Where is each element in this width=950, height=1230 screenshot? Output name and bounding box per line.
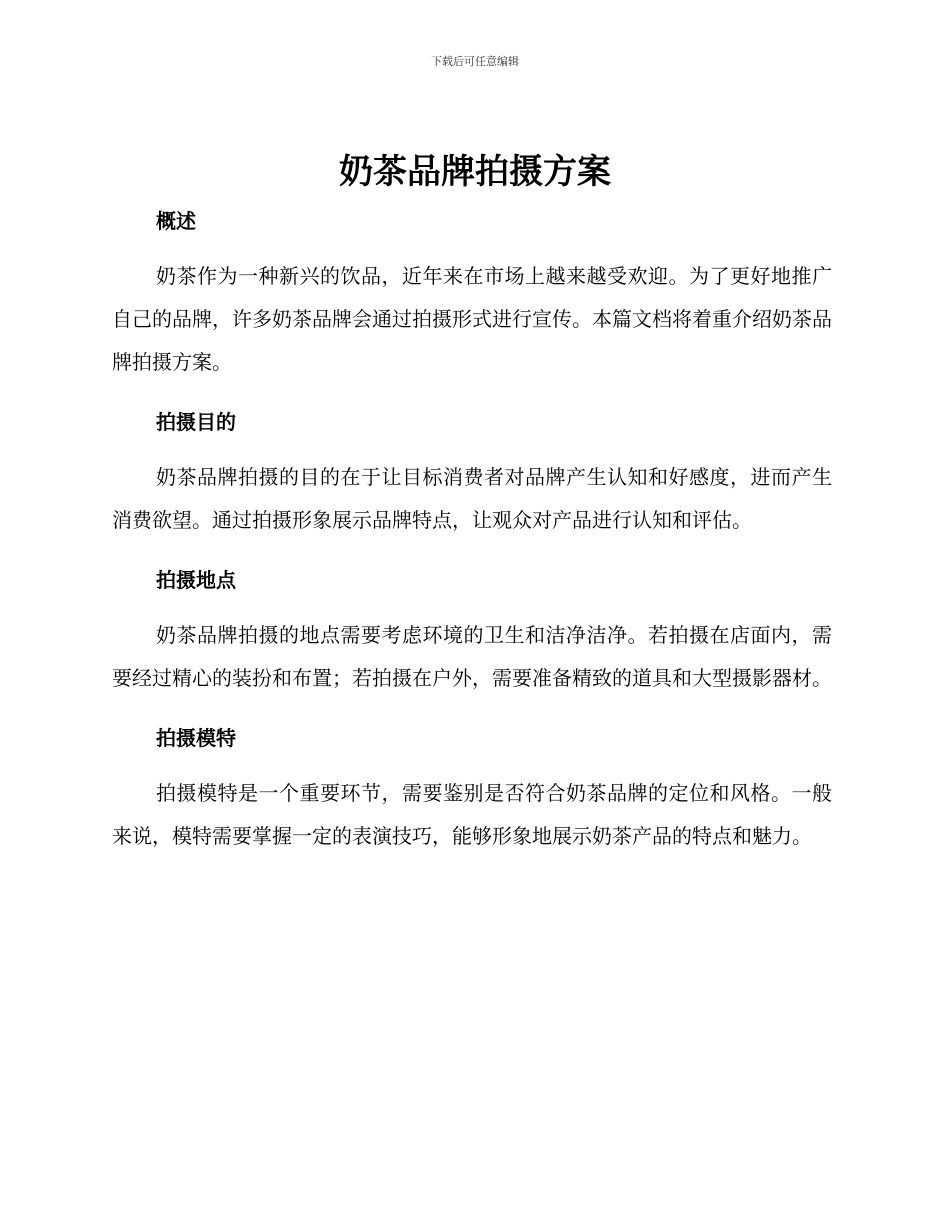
section-overview bbox=[112, 205, 832, 384]
section-heading: 拍摄模特 bbox=[156, 726, 236, 750]
section-heading: 拍摄地点 bbox=[156, 568, 236, 592]
section-paragraph: 拍摄模特是一个重要环节，需要鉴别是否符合奶茶品牌的定位和风格。一般来说，模特需要掌握一定的表演技巧，能够形象地展示奶茶产品的特点和魅力。 bbox=[112, 781, 832, 848]
header-note: 下载后可任意编辑 bbox=[431, 55, 519, 68]
section-location bbox=[112, 564, 832, 700]
section-models bbox=[112, 722, 832, 858]
section-purpose bbox=[112, 406, 832, 542]
section-paragraph: 奶茶作为一种新兴的饮品，近年来在市场上越来越受欢迎。为了更好地推广自己的品牌，许多奶茶品牌会通过拍摄形式进行宣传。本篇文档将着重介绍奶茶品牌拍摄方案。 bbox=[112, 264, 832, 374]
section-heading: 概述 bbox=[156, 209, 196, 233]
section-paragraph: 奶茶品牌拍摄的地点需要考虑环境的卫生和洁净洁净。若拍摄在店面内，需要经过精心的装扮和布置；若拍摄在户外，需要准备精致的道具和大型摄影器材。 bbox=[112, 623, 832, 690]
section-heading: 拍摄目的 bbox=[156, 410, 236, 434]
document-title: 奶茶品牌拍摄方案 bbox=[339, 152, 611, 192]
section-paragraph: 奶茶品牌拍摄的目的在于让目标消费者对品牌产生认知和好感度，进而产生消费欲望。通过拍摄形象展示品牌特点，让观众对产品进行认知和评估。 bbox=[112, 465, 832, 532]
document-content bbox=[112, 205, 832, 880]
